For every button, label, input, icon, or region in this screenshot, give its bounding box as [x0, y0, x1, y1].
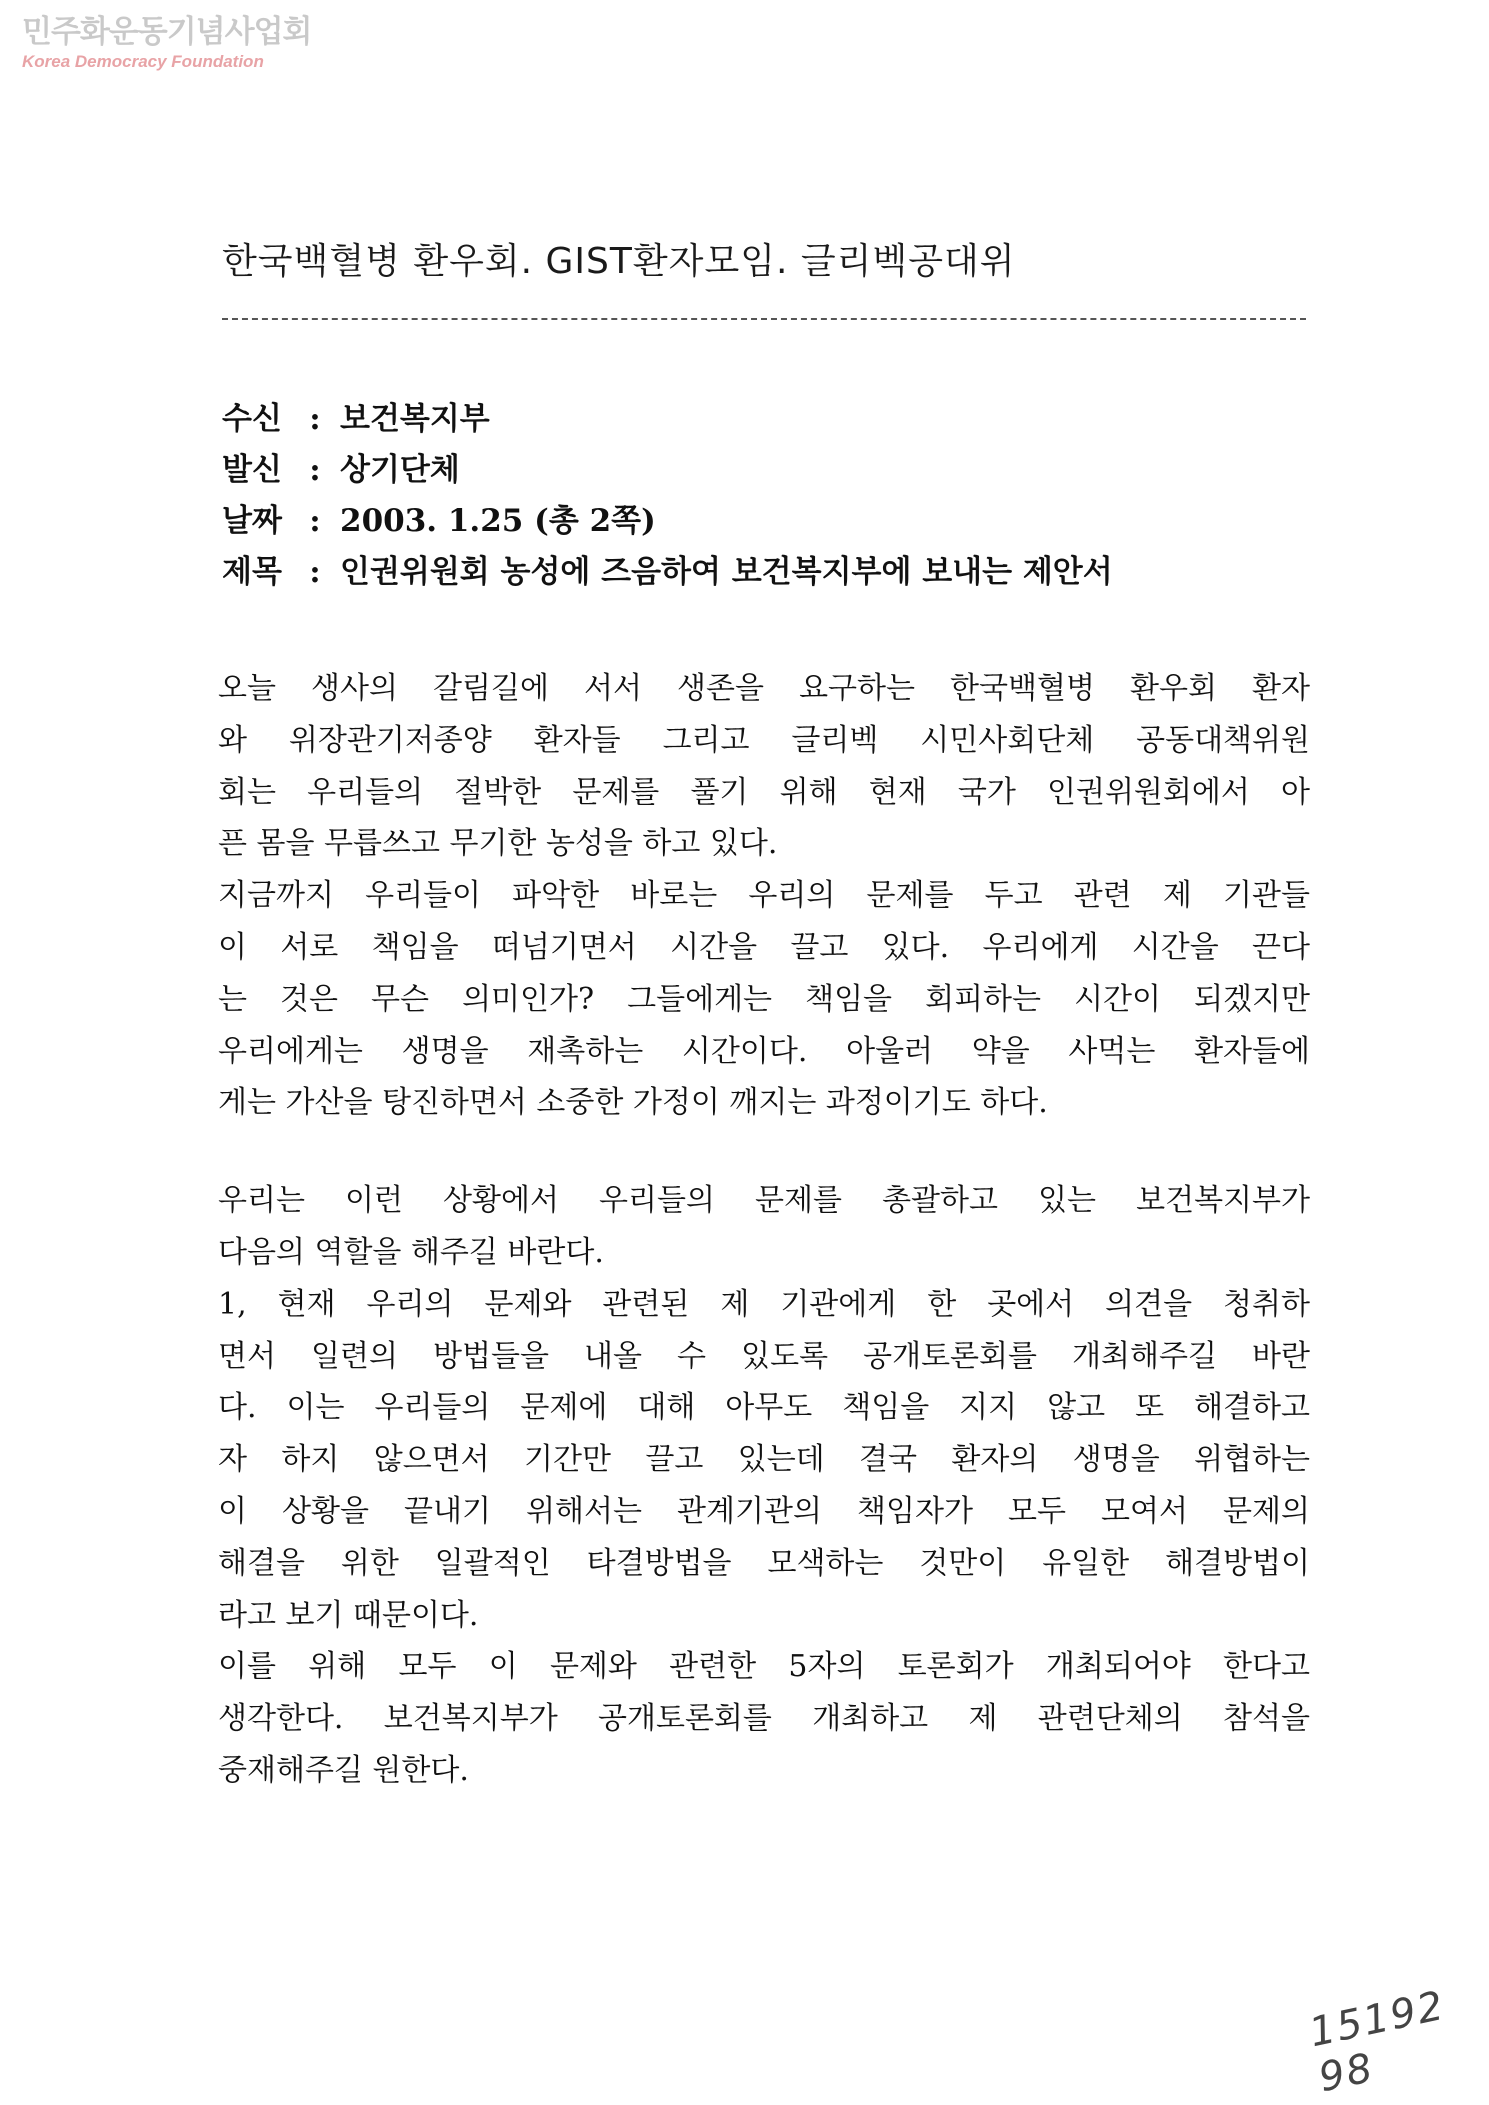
- body-line: 우리는 이런 상황에서 우리들의 문제를 총괄하고 있는 보건복지부가: [218, 1183, 1310, 1219]
- header-subject: [222, 547, 1322, 598]
- body-line: 라고 보기 때문이다.: [218, 1597, 479, 1633]
- body-line: 자 하지 않으면서 기간만 끌고 있는데 결국 환자의 생명을 위협하는: [218, 1442, 1310, 1478]
- header-separator: :: [309, 401, 321, 437]
- body-line: 1, 현재 우리의 문제와 관련된 제 기관에게 한 곳에서 의견을 청취하: [218, 1286, 1310, 1322]
- header-separator: :: [309, 503, 321, 539]
- body-line: 와 위장관기저종양 환자들 그리고 글리벡 시민사회단체 공동대책위원: [218, 722, 1310, 758]
- header-date: [222, 496, 1322, 547]
- body-line: 중재해주길 원한다.: [218, 1752, 469, 1788]
- paragraph-request-1: [218, 1279, 1310, 1642]
- body-line: 픈 몸을 무릅쓰고 무기한 농성을 하고 있다.: [218, 826, 778, 862]
- organization-title: 한국백혈병 환우회. GIST환자모임. 글리벡공대위: [222, 241, 1016, 282]
- header-separator: :: [309, 452, 321, 488]
- foundation-watermark: [22, 14, 311, 72]
- body-line: 다음의 역할을 해주길 바란다.: [218, 1234, 604, 1270]
- handwritten-page-mark: 15192 98: [1305, 1982, 1450, 2102]
- paragraph-spacer: [218, 1129, 1310, 1175]
- header-recipient: [222, 394, 1322, 445]
- body-line: 오늘 생사의 갈림길에 서서 생존을 요구하는 한국백혈병 환우회 환자: [218, 671, 1310, 706]
- body-line: 생각한다. 보건복지부가 공개토론회를 개최하고 제 관련단체의 참석을: [218, 1701, 1310, 1737]
- header-label: 날짜: [222, 503, 282, 539]
- header-value: 보건복지부: [340, 401, 490, 437]
- body-line: 이 상황을 끝내기 위해서는 관계기관의 책임자가 모두 모여서 문제의: [218, 1493, 1310, 1529]
- body-line: 회는 우리들의 절박한 문제를 풀기 위해 현재 국가 인권위원회에서 아: [218, 774, 1310, 810]
- paragraph-forum-proposal: [218, 1641, 1310, 1796]
- body-line: 지금까지 우리들이 파악한 바로는 우리의 문제를 두고 관련 제 기관들: [218, 878, 1310, 914]
- watermark-korean: 민주화운동기념사업회: [22, 14, 312, 50]
- body-line: 는 것은 무슨 의미인가? 그들에게는 책임을 회피하는 시간이 되겠지만: [218, 981, 1310, 1017]
- header-value: 상기단체: [340, 452, 460, 488]
- header-separator: :: [309, 554, 321, 590]
- body-line: 이를 위해 모두 이 문제와 관련한 5자의 토론회가 개최되어야 한다고: [218, 1649, 1310, 1685]
- watermark-english: Korea Democracy Foundation: [22, 52, 264, 71]
- header-sender: [222, 445, 1322, 496]
- header-label: 발신: [222, 452, 282, 488]
- paragraph-request-intro: [218, 1175, 1310, 1279]
- memo-body: [218, 663, 1310, 1797]
- body-line: 면서 일련의 방법들을 내올 수 있도록 공개토론회를 개최해주길 바란: [218, 1338, 1310, 1374]
- paragraph-intro: [218, 663, 1310, 870]
- body-line: 다. 이는 우리들의 문제에 대해 아무도 책임을 지지 않고 또 해결하고: [218, 1390, 1310, 1426]
- memo-header: [222, 394, 1322, 598]
- header-label: 수신: [222, 401, 282, 437]
- body-line: 해결을 위한 일괄적인 타결방법을 모색하는 것만이 유일한 해결방법이: [218, 1545, 1310, 1581]
- body-line: 이 서로 책임을 떠넘기면서 시간을 끌고 있다. 우리에게 시간을 끈다: [218, 929, 1310, 965]
- header-label: 제목: [222, 554, 282, 590]
- header-value: 2003. 1.25 (총 2쪽): [340, 503, 656, 539]
- paragraph-situation: [218, 870, 1310, 1129]
- body-line: 게는 가산을 탕진하면서 소중한 가정이 깨지는 과정이기도 하다.: [218, 1085, 1048, 1121]
- body-line: 우리에게는 생명을 재촉하는 시간이다. 아울러 약을 사먹는 환자들에: [218, 1033, 1310, 1069]
- header-value: 인권위원회 농성에 즈음하여 보건복지부에 보내는 제안서: [340, 554, 1113, 590]
- dashed-divider: [222, 318, 1306, 320]
